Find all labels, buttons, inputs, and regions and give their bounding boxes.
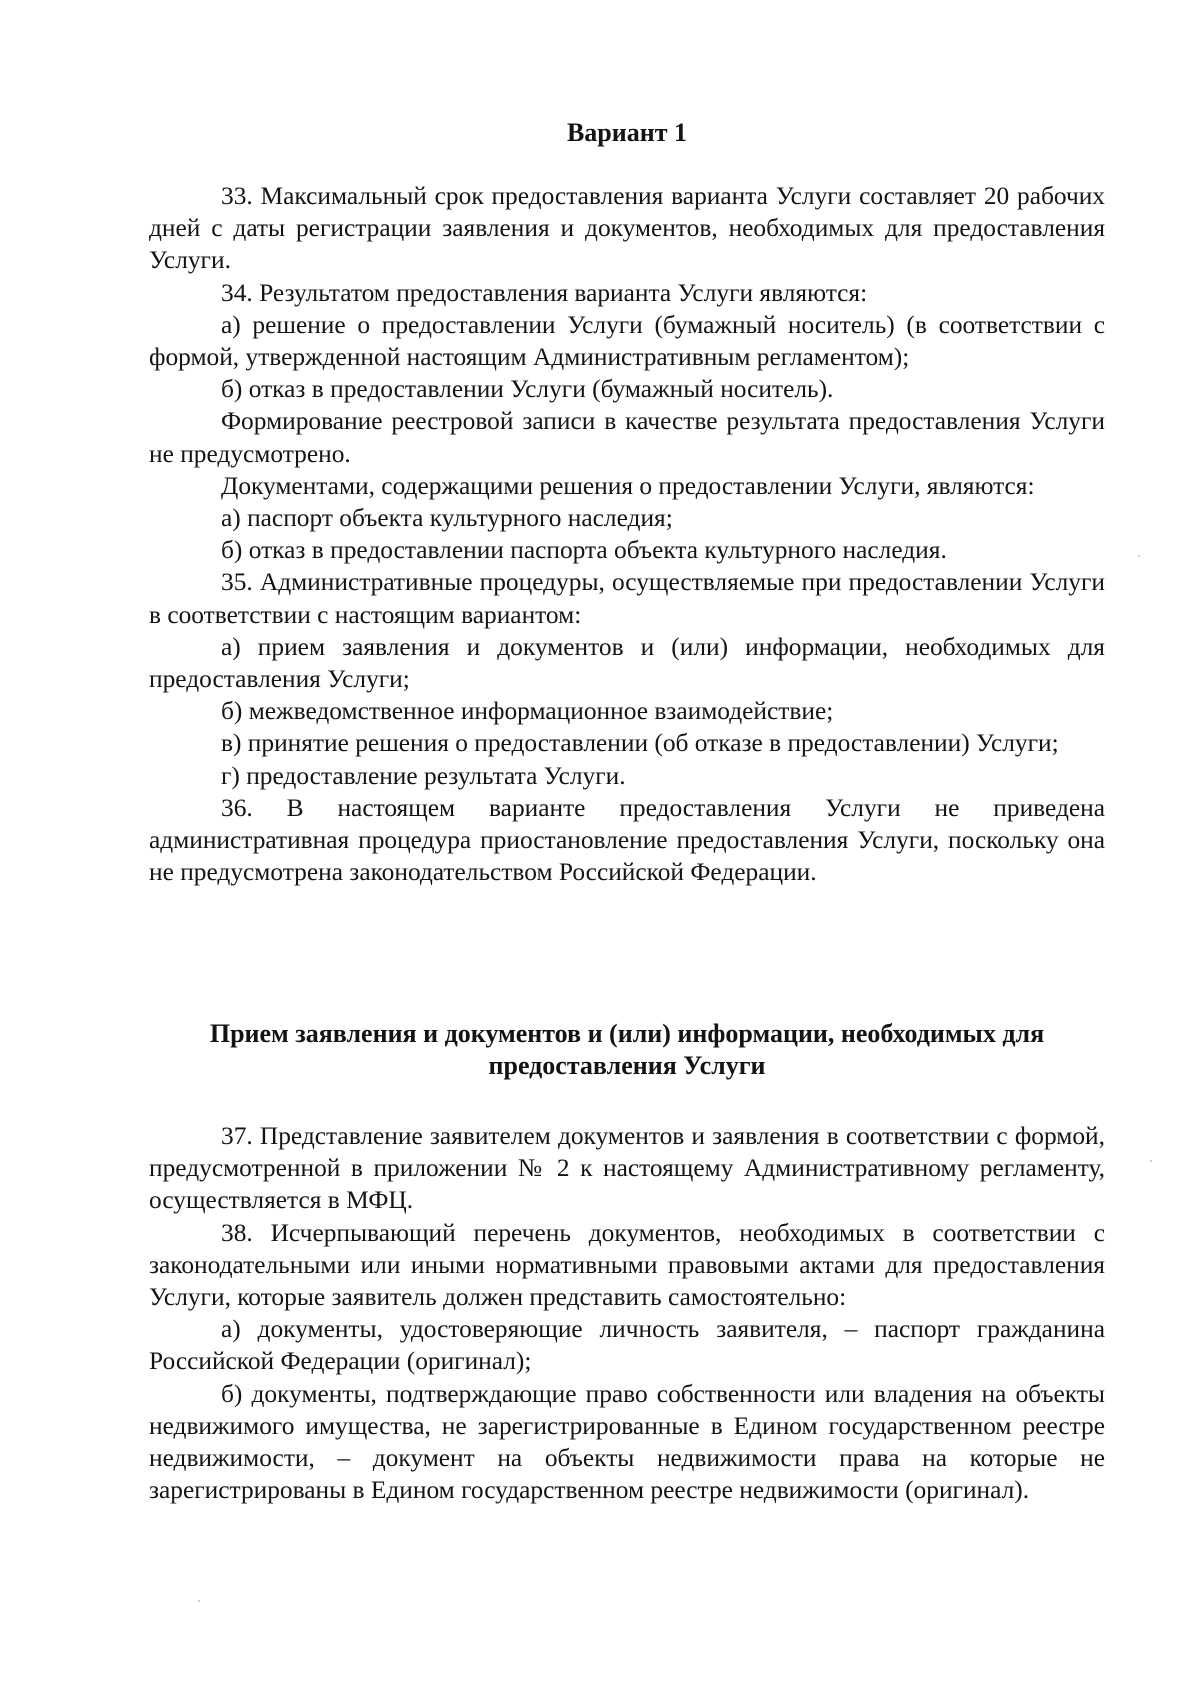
list-item-documents-b: б) отказ в предоставлении паспорта объекта культурного наследия.: [221, 536, 947, 565]
section-heading-line-1: Прием заявления и документов и (или) информации, необходимых для: [209, 1019, 1045, 1048]
list-item-35v: в) принятие решения о предоставлении (об отказе в предоставлении) Услуги;: [221, 729, 1059, 758]
paragraph-37: 37. Представление заявителем документов и заявления в соответствии с формой, предусмотренной в приложении № 2 к настоящему Административному регламенту, осуществляется в МФЦ.: [149, 1122, 1105, 1215]
list-item-35g: г) предоставление результата Услуги.: [221, 761, 626, 790]
paragraph-33: 33. Максимальный срок предоставления варианта Услуги составляет 20 рабочих дней с даты регистрации заявления и документов, необходимых для предоставления Услуги.: [149, 182, 1105, 275]
paragraph-decision-documents: Документами, содержащими решения о предоставлении Услуги, являются:: [221, 471, 1035, 500]
paragraph-34: 34. Результатом предоставления варианта Услуги являются:: [221, 278, 868, 307]
list-item-34b: б) отказ в предоставлении Услуги (бумажный носитель).: [221, 375, 834, 404]
list-item-documents-a: а) паспорт объекта культурного наследия;: [221, 504, 673, 533]
document-title: Вариант 1: [566, 118, 688, 147]
list-item-35b: б) межведомственное информационное взаимодействие;: [221, 697, 834, 726]
paragraph-38: 38. Исчерпывающий перечень документов, необходимых в соответствии с законодательными или иными нормативными правовыми актами для предоставления Услуги, которые заявитель должен представить самостоятельно:: [149, 1218, 1105, 1312]
list-item-38b: б) документы, подтверждающие право собственности или владения на объекты недвижимого имущества, не зарегистрированные в Едином государственном реестре недвижимости, – документ на объекты недвижимости права на которые не зарегистрированы в Едином государственном реестре недвижимости (оригинал).: [149, 1379, 1105, 1505]
list-item-38a: а) документы, удостоверяющие личность заявителя, – паспорт гражданина Российской Федерации (оригинал);: [149, 1315, 1105, 1376]
paragraph-36: 36. В настоящем варианте предоставления Услуги не приведена административная процедура приостановление предоставления Услуги, поскольку она не предусмотрена законодательством Российской Федерации.: [149, 793, 1105, 887]
paragraph-registry-record: Формирование реестровой записи в качестве результата предоставления Услуги не предусмотрено.: [149, 407, 1105, 468]
section-heading: [149, 1018, 1105, 1082]
section-application-intake: [149, 1120, 1105, 1506]
scan-speck: [1138, 555, 1140, 557]
section-variant-1: [149, 180, 1105, 888]
scan-speck: [198, 1600, 200, 1602]
scan-speck: [1150, 1160, 1152, 1162]
list-item-35a: а) прием заявления и документов и (или) информации, необходимых для предоставления Услуги;: [149, 632, 1105, 694]
section-heading-line-2: предоставления Услуги: [488, 1051, 766, 1080]
list-item-34a: а) решение о предоставлении Услуги (бумажный носитель) (в соответствии с формой, утвержденной настоящим Административным регламентом);: [149, 310, 1105, 372]
paragraph-35: 35. Административные процедуры, осуществляемые при предоставлении Услуги в соответствии с настоящим вариантом:: [149, 568, 1105, 629]
